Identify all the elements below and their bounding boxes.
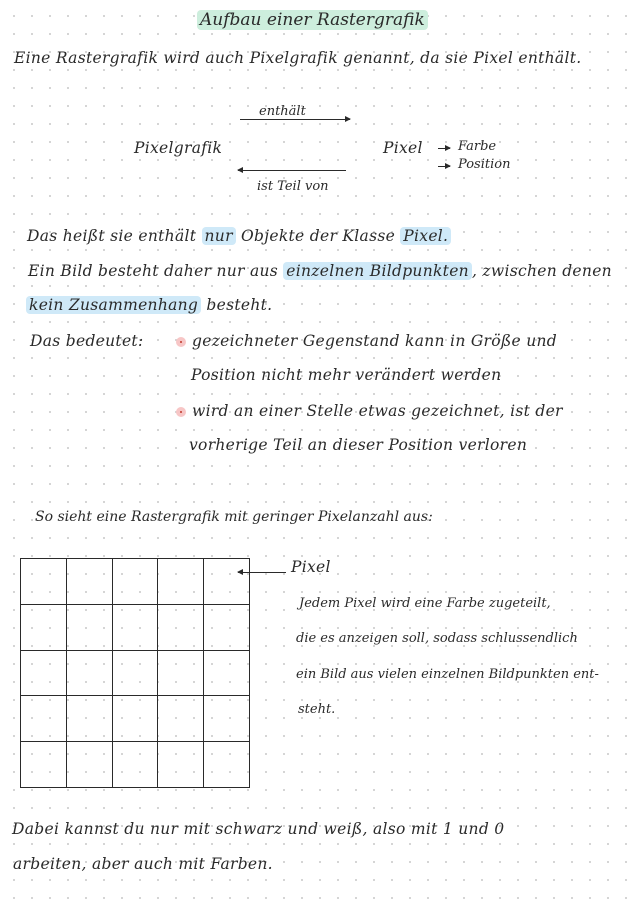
pixel-cell xyxy=(112,559,158,605)
arrow-left-icon xyxy=(238,572,286,573)
grid-row xyxy=(21,559,250,605)
page-title: Aufbau einer Rastergrafik xyxy=(197,10,428,30)
arrow-small-icon xyxy=(438,148,450,149)
bullet-icon xyxy=(176,337,186,347)
grid-row xyxy=(21,742,250,788)
pixel-cell xyxy=(158,696,204,742)
grid-text-line-1: Jedem Pixel wird eine Farbe zugeteilt, xyxy=(299,596,551,611)
paragraph-1 xyxy=(27,227,451,245)
bullet-icon xyxy=(176,407,186,417)
pixel-cell xyxy=(21,696,67,742)
pixel-cell xyxy=(66,696,112,742)
pixel-cell xyxy=(66,650,112,696)
pixel-cell xyxy=(112,650,158,696)
bullet-2-text: wird an einer Stelle etwas gezeichnet, ist der xyxy=(192,402,563,420)
bullet-1-line-2: Position nicht mehr verändert werden xyxy=(191,366,502,384)
arrow-left-icon xyxy=(238,170,346,171)
highlight-pixel: Pixel. xyxy=(400,227,451,245)
bullet-2-line-1 xyxy=(176,402,563,420)
closing-line-1: Dabei kannst du nur mit schwarz und weiß, also mit 1 und 0 xyxy=(12,820,505,838)
pixel-cell xyxy=(21,650,67,696)
arrow-right-icon xyxy=(240,119,350,120)
bullet-1-line-1 xyxy=(176,332,557,350)
pixel-cell xyxy=(204,604,250,650)
grid-row xyxy=(21,604,250,650)
property-position: Position xyxy=(458,157,511,172)
grid-row xyxy=(21,650,250,696)
pixel-cell xyxy=(158,650,204,696)
pixel-cell xyxy=(158,604,204,650)
intro-text: Eine Rastergrafik wird auch Pixelgrafik genannt, da sie Pixel enthält. xyxy=(14,49,582,67)
pixel-cell xyxy=(204,650,250,696)
property-farbe: Farbe xyxy=(458,139,497,154)
para1-middle: Objekte der Klasse xyxy=(241,227,396,245)
para2-before: Ein Bild besteht daher nur aus xyxy=(28,262,279,280)
paragraph-2-line-2 xyxy=(26,296,272,314)
pixel-cell xyxy=(66,604,112,650)
pixel-cell xyxy=(21,742,67,788)
grid-text-line-4: steht. xyxy=(298,702,336,717)
pixel-cell xyxy=(66,742,112,788)
pixel-cell xyxy=(112,742,158,788)
pixel-grid xyxy=(20,558,250,788)
highlight-kein-zusammenhang: kein Zusammenhang xyxy=(26,296,201,314)
para2-end: besteht. xyxy=(206,296,273,314)
pixel-cell xyxy=(158,559,204,605)
paragraph-2-line-1 xyxy=(28,262,612,280)
pixel-cell xyxy=(204,696,250,742)
meaning-label: Das bedeutet: xyxy=(30,332,144,350)
pixel-cell xyxy=(21,559,67,605)
para2-after: , zwischen denen xyxy=(471,262,612,280)
top-arrow-label: enthält xyxy=(259,104,306,119)
diagram-left-node: Pixelgrafik xyxy=(134,139,223,157)
pixel-cell xyxy=(21,604,67,650)
highlight-nur: nur xyxy=(202,227,236,245)
pixel-cell xyxy=(112,696,158,742)
pixel-cell xyxy=(204,559,250,605)
grid-text-line-2: die es anzeigen soll, sodass schlussendlich xyxy=(296,631,578,646)
grid-pixel-label: Pixel xyxy=(291,558,331,576)
para1-before: Das heißt sie enthält xyxy=(27,227,197,245)
bottom-arrow-label: ist Teil von xyxy=(257,179,329,194)
bullet-2-line-2: vorherige Teil an dieser Position verloren xyxy=(189,436,528,454)
pixel-cell xyxy=(112,604,158,650)
diagram-right-node: Pixel xyxy=(383,139,423,157)
closing-line-2: arbeiten, aber auch mit Farben. xyxy=(13,855,273,873)
example-caption: So sieht eine Rastergrafik mit geringer Pixelanzahl aus: xyxy=(35,509,433,525)
arrow-small-icon xyxy=(438,166,450,167)
pixel-cell xyxy=(158,742,204,788)
pixel-cell xyxy=(66,559,112,605)
pixel-cell xyxy=(204,742,250,788)
bullet-1-text: gezeichneter Gegenstand kann in Größe und xyxy=(192,332,557,350)
grid-text-line-3: ein Bild aus vielen einzelnen Bildpunkten ent- xyxy=(296,667,599,682)
grid-row xyxy=(21,696,250,742)
highlight-einzelne-bildpunkte: einzelnen Bildpunkten xyxy=(283,262,472,280)
